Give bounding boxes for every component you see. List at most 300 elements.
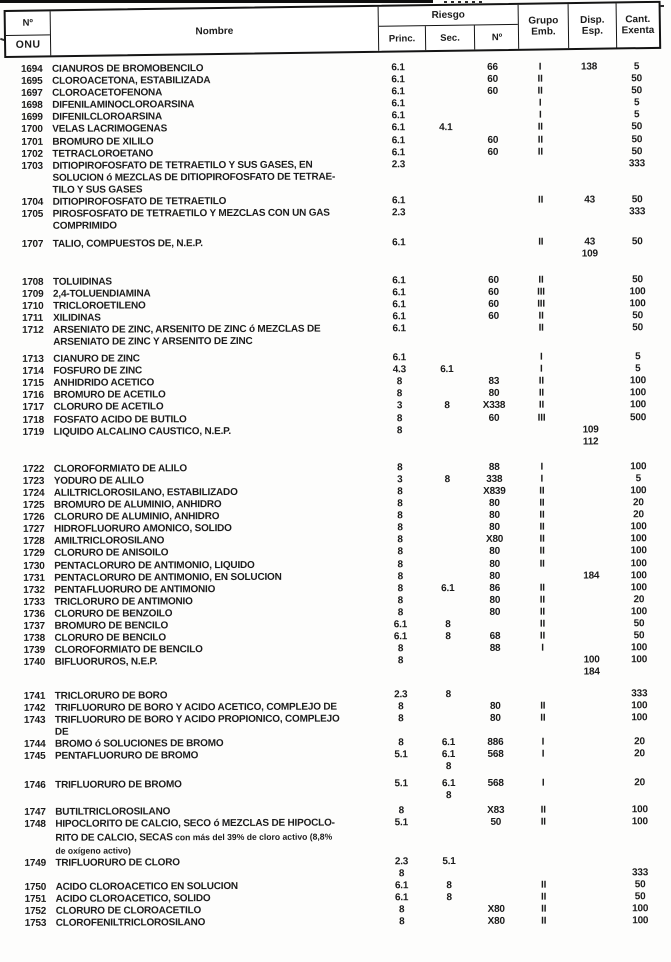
exempt-quantity: 5 [635,363,641,375]
risk-principal: 8 [397,522,403,534]
exempt-quantity: 100 [630,533,647,545]
substance-name: TRIFLUORURO DE BORO Y ACIDO ACETICO, COMPLEJO DE [54,701,337,714]
packing-group: I [540,363,543,375]
risk-number: 60 [488,286,499,298]
risk-secondary: 6.1 [441,582,455,594]
risk-principal: 6.1 [393,619,408,631]
risk-principal: 6.1 [391,146,406,158]
risk-secondary: 8 [445,688,451,700]
packing-group: III [537,412,546,424]
exempt-quantity: 100 [631,654,648,666]
exempt-quantity: 50 [631,145,643,157]
substance-name: ACIDO CLOROACETICO, SOLIDO [55,893,211,905]
substance-name: BROMURO DE ALUMINIO, ANHIDRO [53,499,222,511]
column-header-cant-exenta: Cant. Exenta [616,3,660,48]
table-row [6,817,670,858]
risk-number: 338 [486,473,503,485]
special-provisions: 184 [583,570,600,582]
substance-name: ARSENIATO DE ZINC, ARSENITO DE ZINC ó MEZCLAS DE ARSENIATO DE ZINC Y ARSENITO DE ZINC [53,323,321,348]
substance-name: HIDROFLUORURO AMONICO, SOLIDO [54,523,232,536]
risk-principal: 8 [398,700,404,712]
column-header-riesgo-group [378,5,519,51]
risk-principal: 6.1 [393,631,408,643]
risk-number: 568 [487,777,504,790]
exempt-quantity: 50 [633,630,645,642]
risk-principal: 8 [396,388,403,400]
risk-number: 80 [489,546,501,558]
onu-number: 1741 [23,690,46,702]
risk-principal: 8 [397,583,404,595]
substance-name: LIQUIDO ALCALINO CAUSTICO, N.E.P. [53,425,231,438]
substance-name: CLORURO DE ACETILO [53,401,164,414]
substance-name: DITIOPIROFOSFATO DE TETRAETILO [52,196,227,208]
substance-name: BUTILTRICLOROSILANO [55,806,171,819]
exempt-quantity: 20 [633,594,645,606]
table-row [6,712,670,739]
substance-name: CLOROFENILTRICLOROSILANO [55,917,206,929]
packing-group: II [538,274,544,286]
table-row [3,158,667,197]
table-body [3,61,671,930]
risk-secondary: 8 [445,631,451,643]
substance-name: TRIFLUORURO DE BROMO [55,779,182,791]
substance-name: CLORURO DE BENCILO [54,632,166,644]
risk-principal: 6.1 [394,892,409,904]
risk-principal: 6.1 [391,195,406,207]
packing-group: I [541,748,545,760]
exempt-quantity: 100 [629,375,646,387]
onu-number: 1723 [22,475,45,487]
risk-number: 60 [488,412,500,424]
exempt-quantity: 5 [633,97,640,109]
exempt-quantity: 100 [630,581,647,594]
exempt-quantity: 5 [635,473,642,485]
risk-principal: 6.1 [392,274,406,286]
packing-group: I [540,473,544,485]
risk-principal: 8 [397,595,404,607]
risk-principal: 3 [397,474,403,486]
packing-group: II [539,558,545,570]
exempt-quantity: 50 [634,879,646,891]
column-header-riesgo-sec: Sec. [425,25,474,50]
packing-group: I [541,777,545,789]
risk-principal: 8 [398,805,404,817]
onu-number: 1731 [23,572,45,584]
onu-number: 1708 [21,276,44,288]
exempt-quantity: 333 [631,687,648,699]
substance-name: BIFLUORUROS, N.E.P. [54,656,158,669]
onu-number: 1728 [23,536,45,548]
packing-group: II [538,400,545,412]
risk-secondary: 6.1 8 [441,778,456,802]
risk-number: 68 [489,630,501,643]
exempt-quantity: 20 [633,497,644,509]
risk-principal: 8 [397,558,403,570]
packing-group: II [541,903,547,915]
risk-number: 60 [488,274,499,286]
substance-name: BROMURO DE BENCILO [54,620,169,632]
packing-group: I [541,642,544,654]
onu-number: 1713 [22,353,44,365]
column-header-onu-number: Nº [6,11,50,35]
risk-secondary: 8 [445,619,451,631]
packing-group: I [538,97,542,109]
onu-number: 1707 [21,239,44,251]
onu-number: 1732 [23,584,45,596]
exempt-quantity: 100 [629,387,647,399]
risk-principal: 5.1 [394,817,408,829]
packing-group: II [540,817,546,829]
risk-principal: 6.1 [391,86,405,98]
substance-name: DIFENILCLOROARSINA [52,111,162,124]
risk-number: 80 [489,594,501,606]
exempt-quantity: 5 [635,351,641,363]
substance-name: PENTACLORURO DE ANTIMONIO, LIQUIDO [54,559,255,572]
onu-number: 1710 [22,300,44,312]
risk-number: X80 [487,916,505,928]
packing-group: II [538,387,545,400]
packing-group: III [537,298,545,310]
exempt-quantity: 500 [629,411,647,423]
risk-secondary: 5.1 [442,855,456,867]
exempt-quantity: 100 [631,804,648,816]
substance-name: PENTAFLUORURO DE ANTIMONIO [54,583,216,596]
risk-principal: 6.1 [394,880,409,892]
packing-group: II [540,804,546,817]
exempt-quantity: 50 [631,73,642,85]
exempt-quantity: 5 [634,109,640,121]
risk-principal: 8 [397,510,403,522]
onu-number: 1699 [21,112,43,124]
risk-number: X338 [482,400,506,412]
risk-principal: 6.1 [391,74,405,86]
risk-number: 80 [489,712,501,724]
exempt-quantity: 100 [630,545,647,557]
column-header-grupo-emb: Grupo Emb. [518,4,569,49]
risk-principal: 8 [396,376,403,388]
risk-secondary: 8 [444,400,450,412]
column-header-riesgo-no: Nº [474,25,519,50]
onu-number: 1739 [23,645,46,657]
table-row [6,777,670,804]
onu-number: 1702 [21,148,43,160]
onu-number: 1718 [22,414,45,426]
exempt-quantity: 100 [631,699,648,711]
risk-principal: 6.1 [391,134,406,146]
table-row [6,654,670,681]
risk-principal: 6.1 [391,62,405,74]
exempt-quantity: 50 [631,194,643,206]
column-header-onu [6,11,51,56]
substance-name: HIPOCLORITO DE CALCIO, SECO ó MEZCLAS DE HIPOCLO- RITO DE CALCIO, SECAS con más del 39% de cloro activo (8,8% de oxígeno activo) [55,817,335,856]
risk-secondary: 6.1 8 [441,749,456,773]
risk-principal: 8 [398,904,405,916]
packing-group: II [538,375,544,387]
exempt-quantity: 333 [628,157,646,170]
special-provisions: 43 [584,194,595,206]
risk-number: 80 [489,606,501,618]
risk-number: 80 [489,510,500,522]
substance-name: XILIDINAS [53,312,101,324]
packing-group: I [540,461,544,473]
special-provisions: 138 [580,61,598,73]
exempt-quantity: 50 [631,236,643,248]
packing-group: I [541,736,545,748]
exempt-quantity: 20 [634,777,646,789]
exempt-quantity: 50 [633,618,645,630]
risk-principal: 6.1 [392,298,406,310]
exempt-quantity: 100 [630,485,647,497]
risk-number: 83 [488,376,500,388]
risk-principal: 2.3 8 [394,855,409,880]
packing-group: II [539,630,546,642]
risk-number: 50 [490,817,502,829]
exempt-quantity: 100 [630,606,647,618]
packing-group: II [539,534,545,546]
onu-number: 1738 [23,632,45,645]
risk-number: 886 [487,736,504,748]
substance-name: TETRACLOROETANO [52,148,154,160]
special-provisions: 109 112 [582,424,599,448]
risk-secondary: 8 [446,879,452,891]
risk-principal: 2.3 [394,688,408,700]
onu-number: 1748 [24,819,46,831]
risk-principal: 6.1 [392,352,406,364]
risk-secondary: 4.1 [439,122,453,134]
packing-group: II [538,310,544,322]
packing-group: II [538,322,544,334]
table-row [4,206,668,233]
exempt-quantity: 50 [634,891,646,903]
exempt-quantity: 50 [632,309,643,322]
special-provisions: 100 184 [583,654,600,678]
packing-group: II [539,594,545,606]
onu-number: 1711 [22,312,44,324]
onu-number: 1703 [21,160,43,172]
onu-number: 1750 [24,881,47,893]
exempt-quantity: 100 [629,297,646,309]
exempt-quantity: 100 [629,399,647,411]
packing-group: II [537,85,543,97]
onu-number: 1742 [23,702,46,714]
substance-name: CLORURO DE ALUMINIO, ANHIDRO [53,511,220,523]
substance-name: BROMO ó SOLUCIONES DE BROMO [54,737,224,750]
table-row [7,915,671,930]
packing-group: II [539,546,545,558]
substance-name: TRIFLUORURO DE BORO Y ACIDO PROPIONICO, COMPLEJO DE [54,713,340,738]
onu-number: 1700 [21,124,43,136]
risk-number: 60 [488,310,499,322]
risk-number: 80 [489,558,501,570]
packing-group: II [537,134,543,146]
risk-secondary: 8 [444,473,451,485]
risk-principal: 8 [397,498,403,510]
onu-number: 1752 [24,905,47,918]
risk-number: X83 [487,805,505,817]
exempt-quantity: 100 [631,816,648,828]
risk-number: 60 [488,298,499,310]
exempt-quantity: 100 [630,461,647,473]
risk-number: 80 [489,570,501,582]
risk-principal: 8 [397,655,404,667]
substance-name: CIANUROS DE BROMOBENCILO [51,63,204,75]
exempt-quantity: 50 [632,322,644,334]
substance-name: TRICLORURO DE BORO [54,689,168,702]
packing-group: II [539,618,546,630]
packing-group: II [537,122,543,134]
packing-group: II [539,521,545,533]
risk-principal: 8 [397,534,403,546]
packing-group: II [537,194,544,206]
onu-number: 1715 [22,378,44,390]
risk-number: 80 [489,522,500,534]
onu-number: 1736 [23,608,45,620]
onu-number: 1722 [22,463,45,475]
onu-number: 1695 [21,75,43,88]
risk-principal: 8 [397,570,403,582]
onu-number: 1714 [22,365,44,378]
risk-principal: 8 [397,546,403,558]
risk-principal: 6.1 [391,122,405,134]
risk-number: 80 [489,497,500,509]
exempt-quantity: 20 [634,736,645,748]
exempt-quantity: 5 [633,61,640,73]
exempt-quantity: 100 [630,557,647,569]
packing-group: II [539,582,545,594]
packing-group: II [537,146,543,158]
risk-principal: 8 [396,424,403,436]
onu-number: 1729 [23,548,45,560]
substance-name: VELAS LACRIMOGENAS [52,123,168,136]
onu-number: 1717 [22,402,44,414]
risk-principal: 8 [398,712,404,724]
risk-principal: 8 [397,486,403,498]
risk-principal: 3 [396,400,403,412]
packing-group: I [538,61,542,73]
onu-number: 1737 [23,620,45,632]
risk-principal: 2.3 [391,158,406,171]
onu-number: 1719 [22,426,45,438]
substance-name: YODURO DE ALILO [53,475,144,487]
table-row [5,424,669,451]
packing-group: II [538,236,544,248]
risk-number: X839 [483,485,506,497]
risk-principal: 8 [398,737,404,749]
substance-name: CLORURO DE CLOROACETILO [55,905,202,917]
substance-name: CLOROFORMIATO DE BENCILO [54,644,203,656]
substance-name: 2,4-TOLUENDIAMINA [52,287,151,300]
packing-group: II [540,700,546,712]
column-header-onu-label: ONU [15,38,41,52]
exempt-quantity: 100 [631,711,648,723]
onu-number: 1745 [23,750,46,762]
onu-number: 1749 [24,857,46,869]
onu-number: 1747 [24,807,46,819]
onu-number: 1697 [21,88,43,100]
onu-number: 1716 [22,390,44,402]
risk-number: 60 [487,146,499,158]
packing-group: I [539,351,543,363]
onu-number: 1724 [22,487,45,499]
table-row [6,748,670,775]
substance-name: TOLUIDINAS [52,276,112,288]
onu-number: 1740 [23,657,46,669]
onu-number: 1704 [21,196,44,208]
substance-name: FOSFATO ACIDO DE BUTILO [53,413,187,426]
substance-name: DITIOPIROFOSFATO DE TETRAETILO Y SUS GASES, EN SOLUCION ó MEZCLAS DE DITIOPIROFOSFATO DE TETRAE- TILO Y SUS GASES [52,159,336,196]
exempt-quantity: 333 [629,206,646,218]
substance-name: ACIDO CLOROACETICO EN SOLUCION [55,880,238,893]
substance-name: FOSFURO DE ZINC [53,365,143,377]
onu-number: 1746 [24,779,46,792]
substance-name: AMILTRICLOROSILANO [54,535,165,548]
risk-principal: 6.1 [392,286,406,298]
risk-secondary: 6.1 [441,736,456,748]
substance-name: CLORURO DE BENZOILO [54,608,173,620]
risk-number: 60 [487,73,498,85]
substance-name: DIFENILAMINOCLOROARSINA [52,99,195,112]
packing-group: II [539,509,545,521]
column-header-nombre: Nombre [50,7,379,56]
substance-name: TALIO, COMPUESTOS DE, N.E.P. [52,238,203,251]
substance-name: TRICLOROETILENO [53,300,146,312]
risk-secondary: 6.1 [440,364,454,376]
risk-number: 60 [487,134,499,146]
exempt-quantity: 100 [632,903,649,915]
onu-number: 1694 [20,63,43,75]
substance-name: CLOROACETONA, ESTABILIZADA [52,75,211,87]
packing-group: II [539,485,545,497]
risk-principal: 8 [397,607,404,619]
risk-number: 86 [489,582,501,594]
risk-number: 66 [487,61,498,73]
onu-number: 1753 [24,918,47,930]
risk-principal: 8 [396,412,403,424]
packing-group: II [537,73,543,85]
risk-number: 88 [488,461,500,473]
risk-number: 568 [487,748,504,760]
exempt-quantity: 100 [632,915,649,927]
substance-name: BROMURO DE XILILO [52,135,154,148]
onu-number: 1727 [23,524,45,536]
risk-number: 80 [489,700,501,712]
special-provisions: 43 109 [581,236,598,260]
column-header-riesgo: Riesgo [379,5,518,27]
scan-edge-line [0,0,433,3]
packing-group: II [541,891,547,903]
exempt-quantity: 100 [630,521,647,533]
onu-number: 1751 [24,893,47,905]
onu-number: 1698 [21,100,43,112]
table-row [4,236,668,263]
risk-principal: 8 [399,916,405,928]
exempt-quantity: 20 [633,509,644,521]
risk-number: 88 [489,643,501,655]
risk-principal: 6.1 [392,311,406,323]
column-header-disp-esp: Disp. Esp. [568,3,617,48]
onu-number: 1733 [23,596,45,608]
risk-secondary: 8 [446,892,452,904]
exempt-quantity: 50 [631,121,643,133]
packing-group: III [537,286,545,298]
substance-name: CIANURO DE ZINC [53,353,140,365]
risk-principal: 5.1 [394,778,408,790]
risk-number: X80 [485,534,504,546]
packing-group: II [539,606,545,618]
exempt-quantity: 100 [630,642,648,654]
substance-name: ANHIDRIDO ACETICO [53,377,155,390]
substance-name: PENTAFLUORURO DE BROMO [54,750,199,762]
